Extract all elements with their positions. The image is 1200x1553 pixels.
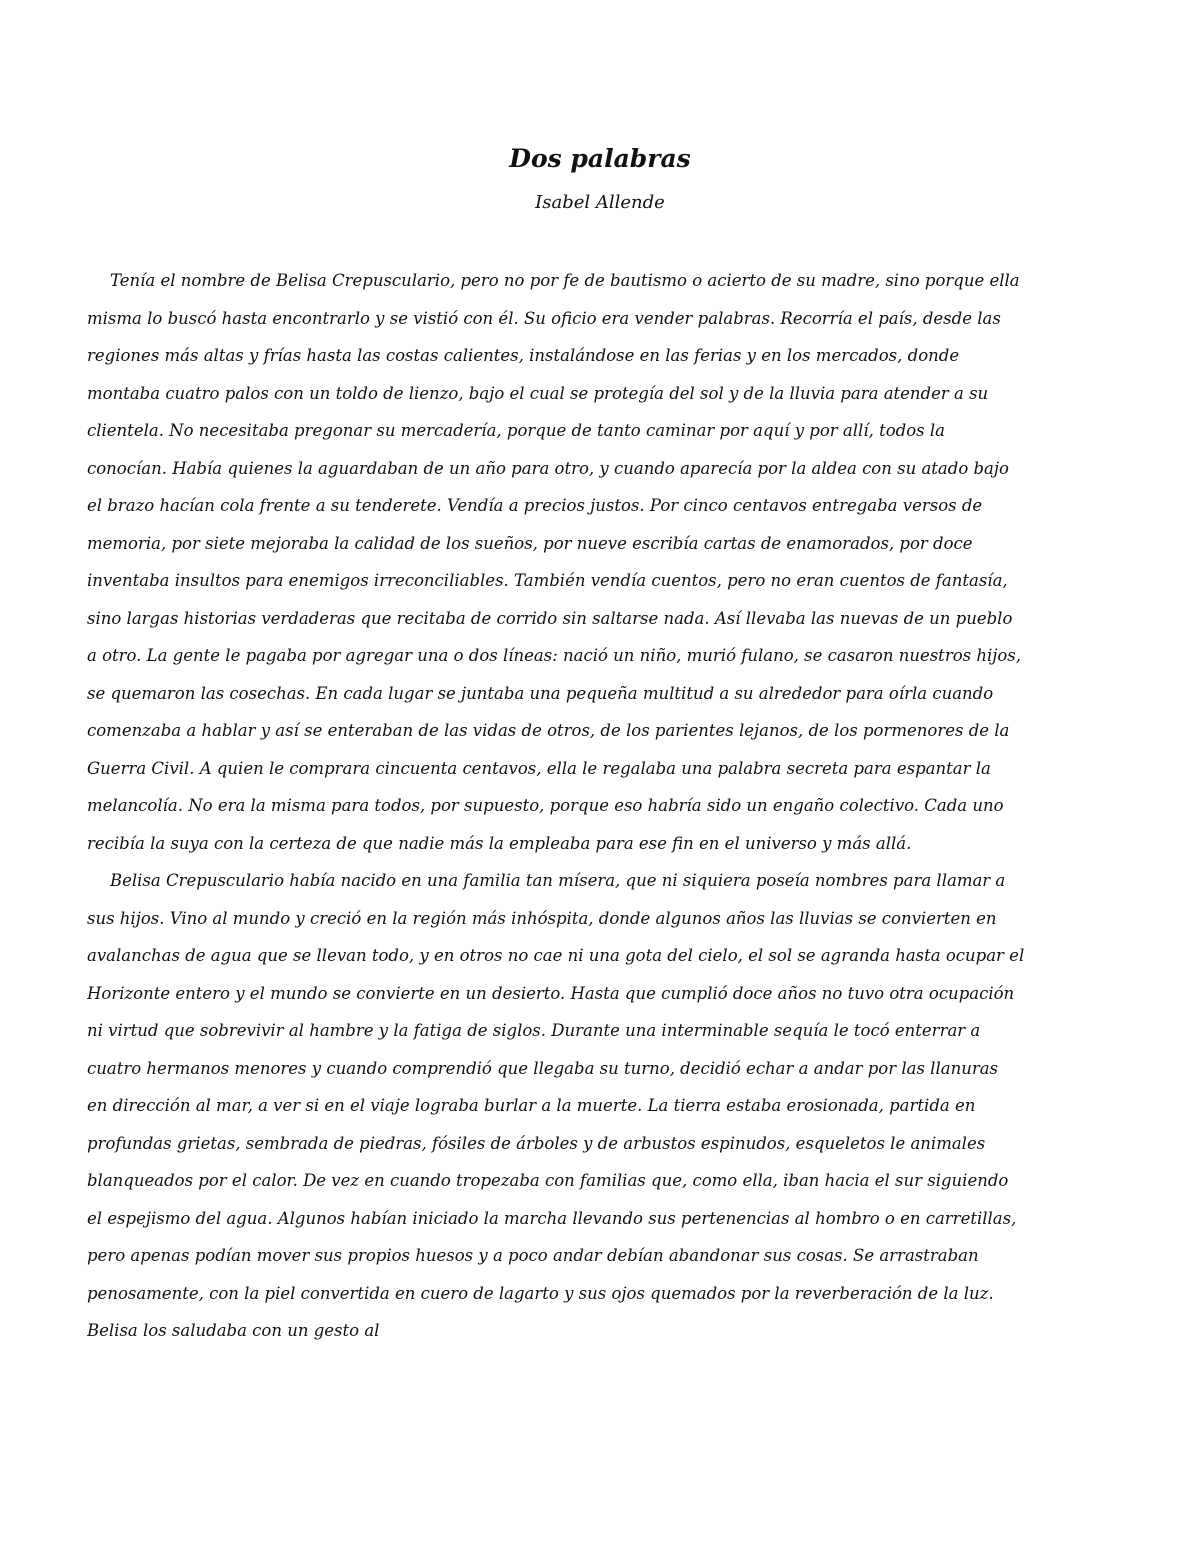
paragraph-2-line: sus hijos. Vino al mundo y creció en la región más inhóspita, donde algunos años las lluvias se convierten en [87, 908, 997, 928]
paragraph-1-line: montaba cuatro palos con un toldo de lienzo, bajo el cual se protegía del sol y de la lluvia para atender a su [87, 383, 989, 403]
paragraph-2-line: profundas grietas, sembrada de piedras, fósiles de árboles y de arbustos espinudos, esqueletos le animales [87, 1133, 986, 1153]
paragraph-2-line: Horizonte entero y el mundo se convierte en un desierto. Hasta que cumplió doce años no tuvo otra ocupación [87, 983, 1015, 1003]
paragraph-2-line: pero apenas podían mover sus propios huesos y a poco andar debían abandonar sus cosas. Se arrastraban [87, 1246, 979, 1265]
paragraph-2-line: cuatro hermanos menores y cuando comprendió que llegaba su turno, decidió echar a andar por las llanuras [87, 1058, 999, 1078]
paragraph-1-line: sino largas historias verdaderas que recitaba de corrido sin saltarse nada. Así llevaba las nuevas de un pueblo [87, 608, 1013, 628]
paragraph-1-line: recibía la suya con la certeza de que nadie más la empleaba para ese fin en el universo y más allá. [87, 833, 912, 853]
paragraph-1-line: clientela. No necesitaba pregonar su mercadería, porque de tanto caminar por aquí y por allí, todos la [87, 421, 945, 440]
paragraph-1-line: misma lo buscó hasta encontrarlo y se vistió con él. Su oficio era vender palabras. Recorría el país, desde las [87, 308, 1001, 328]
paragraph-2-line: el espejismo del agua. Algunos habían iniciado la marcha llevando sus pertenencias al hombro o en carretillas, [87, 1208, 1017, 1228]
paragraph-2-line: en dirección al mar, a ver si en el viaje lograba burlar a la muerte. La tierra estaba erosionada, partida en [87, 1096, 976, 1115]
paragraph-1-line: conocían. Había quienes la aguardaban de un año para otro, y cuando aparecía por la aldea con su atado bajo [87, 458, 1009, 478]
document-title: Dos palabras [509, 144, 691, 173]
paragraph-1-line: a otro. La gente le pagaba por agregar una o dos líneas: nació un niño, murió fulano, se casaron nuestros hijos, [87, 646, 1022, 665]
document-author: Isabel Allende [535, 192, 665, 213]
paragraph-1-line: se quemaron las cosechas. En cada lugar se juntaba una pequeña multitud a su alrededor para oírla cuando [87, 683, 994, 703]
paragraph-2-line: Belisa los saludaba con un gesto al [87, 1321, 380, 1340]
paragraph-1-line: memoria, por siete mejoraba la calidad de los sueños, por nueve escribía cartas de enamorados, por doce [87, 533, 973, 553]
paragraph-1-line: Guerra Civil. A quien le comprara cincuenta centavos, ella le regalaba una palabra secreta para espantar la [87, 758, 991, 778]
document-body [87, 262, 1077, 1350]
paragraph-2-line: avalanchas de agua que se llevan todo, y en otros no cae ni una gota del cielo, el sol se agranda hasta ocupar el [87, 946, 1025, 965]
paragraph-2-line: penosamente, con la piel convertida en cuero de lagarto y sus ojos quemados por la reverberación de la luz. [87, 1283, 994, 1303]
paragraph-1-line: comenzaba a hablar y así se enteraban de las vidas de otros, de los parientes lejanos, de los pormenores de la [87, 721, 1010, 740]
paragraph-1-line: melancolía. No era la misma para todos, por supuesto, porque eso habría sido un engaño colectivo. Cada uno [87, 796, 1004, 815]
paragraph-1-line: inventaba insultos para enemigos irreconciliables. También vendía cuentos, pero no eran cuentos de fantasía, [87, 571, 1008, 590]
paragraph-2-line: blanqueados por el calor. De vez en cuando tropezaba con familias que, como ella, iban hacia el sur siguiendo [87, 1171, 1009, 1190]
paragraph-2-line: Belisa Crepusculario había nacido en una familia tan mísera, que ni siquiera poseía nombres para llamar a [110, 871, 1006, 890]
paragraph-2-line: ni virtud que sobrevivir al hambre y la fatiga de siglos. Durante una interminable sequía le tocó enterrar a [87, 1021, 981, 1040]
paragraph-1-line: el brazo hacían cola frente a su tenderete. Vendía a precios justos. Por cinco centavos entregaba versos de [87, 496, 983, 515]
paragraph-1-line: Tenía el nombre de Belisa Crepusculario, pero no por fe de bautismo o acierto de su madre, sino porque ella [110, 271, 1020, 290]
paragraph-1-line: regiones más altas y frías hasta las costas calientes, instalándose en las ferias y en los mercados, donde [87, 346, 960, 365]
